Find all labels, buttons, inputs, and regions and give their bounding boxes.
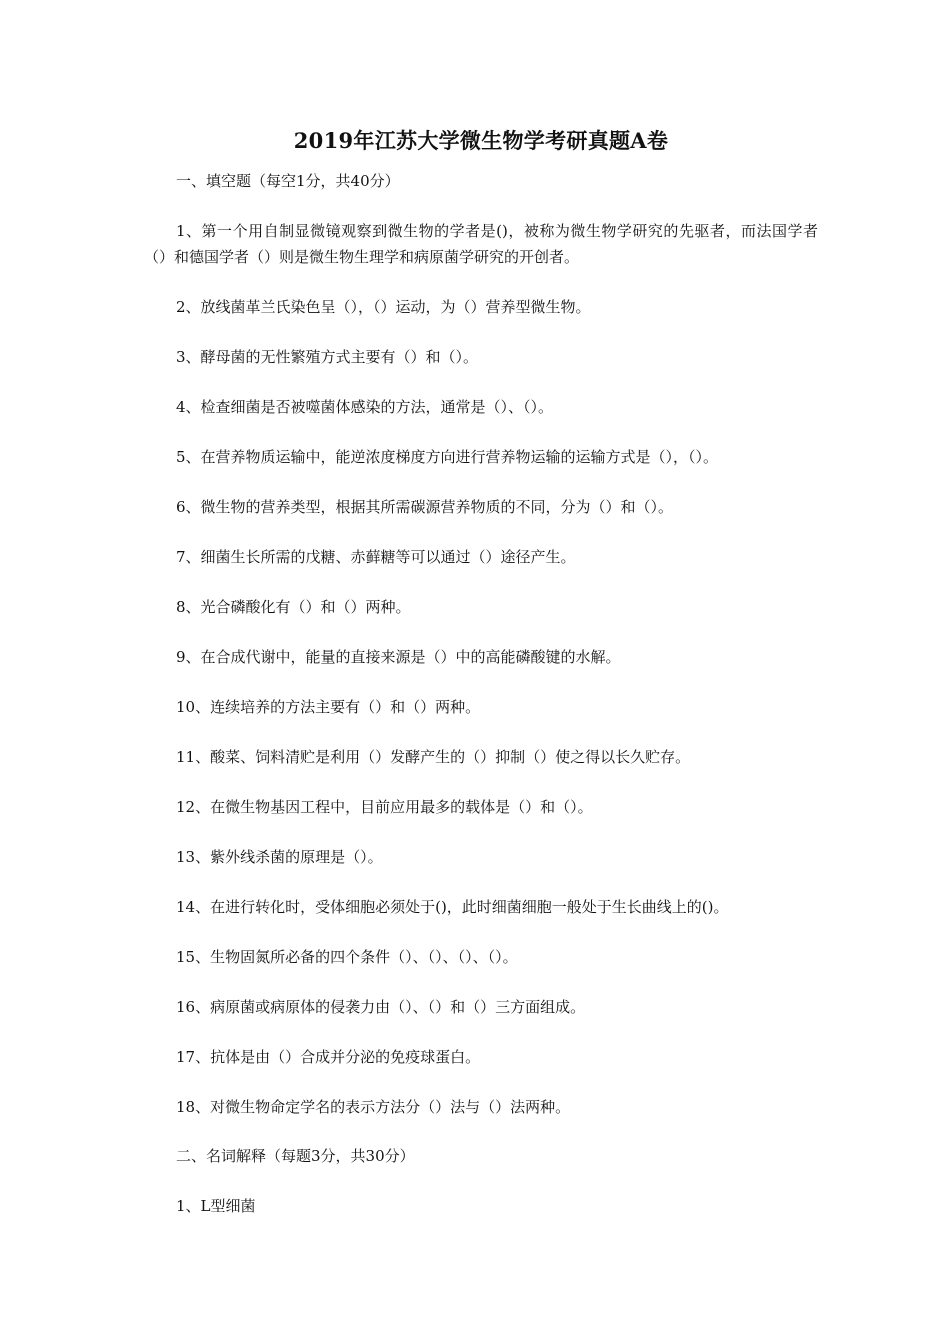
question-item: 3、酵母菌的无性繁殖方式主要有（）和（）。 — [176, 348, 479, 366]
question-item: 13、紫外线杀菌的原理是（）。 — [176, 848, 383, 866]
section-heading-term-definition: 二、名词解释（每题3分，共30分） — [176, 1147, 415, 1165]
question-item: 8、光合磷酸化有（）和（）两种。 — [176, 598, 411, 616]
question-item: 18、对微生物命定学名的表示方法分（）法与（）法两种。 — [176, 1098, 571, 1116]
question-item: 17、抗体是由（）合成并分泌的免疫球蛋白。 — [176, 1048, 481, 1066]
question-item: 5、在营养物质运输中，能逆浓度梯度方向进行营养物运输的运输方式是（），（）。 — [176, 448, 719, 466]
question-item: 2、放线菌革兰氏染色呈（），（）运动，为（）营养型微生物。 — [176, 298, 591, 316]
page-title: 2019年江苏大学微生物学考研真题A卷 — [293, 128, 669, 153]
section-heading-fill-blank: 一、填空题（每空1分，共40分） — [176, 172, 400, 190]
question-item: 4、检查细菌是否被噬菌体感染的方法，通常是（）、（）。 — [176, 398, 554, 416]
question-item: 10、连续培养的方法主要有（）和（）两种。 — [176, 698, 481, 716]
question-item: 9、在合成代谢中，能量的直接来源是（）中的高能磷酸键的水解。 — [176, 648, 621, 666]
question-item: 1、第一个用自制显微镜观察到微生物的学者是()，被称为微生物学研究的先驱者，而法国学者（）和德国学者（）则是微生物生理学和病原菌学研究的开创者。 — [144, 222, 818, 266]
question-item: 15、生物固氮所必备的四个条件（）、（）、（）、（）。 — [176, 948, 518, 966]
question-item: 16、病原菌或病原体的侵袭力由（）、（）和（）三方面组成。 — [176, 998, 586, 1016]
question-item: 6、微生物的营养类型，根据其所需碳源营养物质的不同，分为（）和（）。 — [176, 498, 674, 516]
question-item: 11、酸菜、饲料清贮是利用（）发酵产生的（）抑制（）使之得以长久贮存。 — [176, 748, 691, 766]
question-item: 12、在微生物基因工程中，目前应用最多的载体是（）和（）。 — [176, 798, 593, 816]
fill-blank-questions — [144, 218, 818, 1120]
term-definition-items — [144, 1194, 818, 1218]
term-item: 1、L型细菌 — [176, 1197, 256, 1215]
question-item: 7、细菌生长所需的戊糖、赤藓糖等可以通过（）途径产生。 — [176, 548, 576, 566]
question-item: 14、在进行转化时，受体细胞必须处于()，此时细菌细胞一般处于生长曲线上的()。 — [176, 898, 729, 916]
